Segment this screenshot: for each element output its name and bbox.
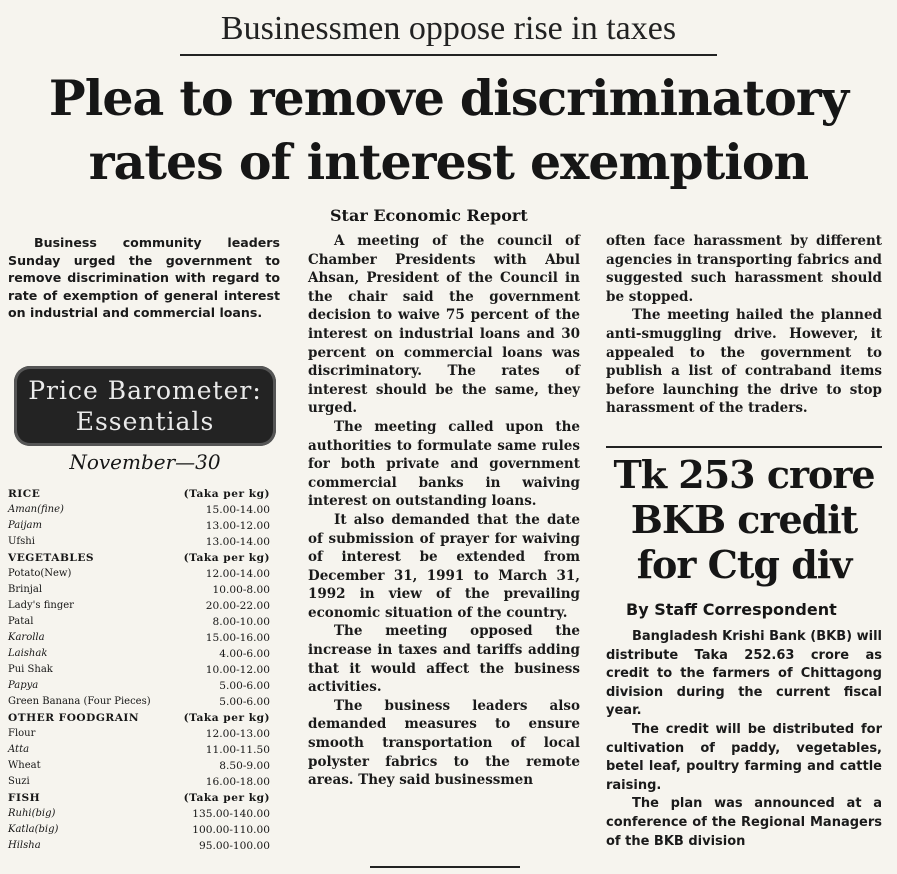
article-paragraph: It also demanded that the date of submission of prayer for waiving of interest be extended from December 31, 1991 to March 31, 1992 in view of the prevailing economic situation of the country.	[308, 511, 580, 621]
price-range: 13.00-14.00	[205, 536, 270, 548]
subheadline-line-1: Tk 253 crore	[613, 452, 875, 497]
price-range: 12.00-13.00	[205, 728, 270, 740]
price-range: 20.00-22.00	[205, 600, 270, 612]
price-item-row	[8, 630, 280, 646]
price-item-name: Papya	[8, 680, 39, 691]
price-item-name: Potato(New)	[8, 568, 72, 579]
price-category-name: OTHER FOODGRAIN	[8, 712, 140, 724]
price-range: 5.00-6.00	[219, 696, 270, 708]
kicker-rule	[180, 54, 717, 56]
price-item-row	[8, 582, 280, 598]
intro-summary	[8, 234, 280, 322]
price-range: 135.00-140.00	[192, 808, 270, 820]
mid-byline: Star Economic Report	[330, 206, 528, 225]
article-paragraph: The meeting opposed the increase in taxes and tariffs adding that it would affect the business activities.	[308, 623, 580, 696]
bkb-article-body	[606, 628, 882, 851]
article-paragraph: The meeting called upon the authorities to formulate same rules for both private and government commercial banks in waiving interest on outstanding loans.	[308, 418, 580, 510]
mid-column-rule	[370, 866, 520, 868]
price-range: 15.00-16.00	[205, 632, 270, 644]
price-item-row	[8, 742, 280, 758]
price-unit: (Taka per kg)	[183, 552, 270, 564]
price-item-row	[8, 758, 280, 774]
article-paragraph: The plan was announced at a conference of the Regional Managers of the BKB division	[606, 796, 882, 849]
price-barometer-box	[14, 366, 276, 446]
price-item-row	[8, 838, 280, 854]
price-range: 15.00-14.00	[205, 504, 270, 516]
subheadline-line-3: for Ctg div	[636, 542, 852, 587]
price-range: 8.00-10.00	[212, 616, 270, 628]
price-item-row	[8, 822, 280, 838]
price-item-name: Lady's finger	[8, 600, 74, 611]
price-category-row	[8, 710, 280, 726]
price-category-row	[8, 550, 280, 566]
right-column-rule	[606, 446, 882, 448]
price-item-name: Laishak	[8, 648, 48, 659]
price-range: 16.00-18.00	[205, 776, 270, 788]
price-category-row	[8, 790, 280, 806]
price-item-name: Hilsha	[8, 840, 41, 851]
price-range: 12.00-14.00	[205, 568, 270, 580]
price-category-name: RICE	[8, 488, 41, 500]
mid-column-body	[308, 232, 580, 790]
price-item-row	[8, 502, 280, 518]
price-item-name: Patal	[8, 616, 34, 627]
price-range: 10.00-12.00	[205, 664, 270, 676]
main-headline	[0, 66, 897, 194]
main-headline-line-1: Plea to remove discriminatory	[48, 69, 849, 127]
price-range: 13.00-12.00	[205, 520, 270, 532]
intro-text: Business community leaders Sunday urged the government to remove discrimination with regard to rate of exemption of general interest on industrial and commercial loans.	[8, 235, 280, 321]
price-item-name: Ruhi(big)	[8, 808, 56, 819]
article-paragraph: The credit will be distributed for cultivation of paddy, vegetables, betel leaf, poultry farming and cattle raising.	[606, 721, 882, 793]
price-item-row	[8, 518, 280, 534]
price-unit: (Taka per kg)	[183, 792, 270, 804]
price-unit: (Taka per kg)	[183, 488, 270, 500]
barometer-date: November—30	[69, 450, 221, 474]
right-column-body	[606, 232, 882, 418]
price-item-name: Green Banana (Four Pieces)	[8, 696, 151, 707]
article-paragraph: often face harassment by different agencies in transporting fabrics and suggested such harassment should be stopped.	[606, 233, 882, 305]
price-item-row	[8, 614, 280, 630]
main-headline-line-2: rates of interest exemption	[88, 133, 809, 191]
price-range: 95.00-100.00	[199, 840, 270, 852]
price-range: 8.50-9.00	[219, 760, 270, 772]
price-item-row	[8, 566, 280, 582]
kicker-headline: Businessmen oppose rise in taxes	[220, 10, 677, 47]
article-paragraph: The business leaders also demanded measures to ensure smooth transportation of local polyster fabrics to the remote areas. They said businessmen	[308, 697, 580, 789]
price-item-row	[8, 678, 280, 694]
price-item-row	[8, 598, 280, 614]
price-range: 5.00-6.00	[219, 680, 270, 692]
price-item-row	[8, 694, 280, 710]
price-item-name: Katla(big)	[8, 824, 59, 835]
price-item-name: Atta	[8, 744, 30, 755]
price-range: 10.00-8.00	[212, 584, 270, 596]
price-unit: (Taka per kg)	[183, 712, 270, 724]
price-item-name: Paijam	[8, 520, 42, 531]
price-item-row	[8, 662, 280, 678]
price-item-name: Flour	[8, 728, 36, 739]
price-item-row	[8, 726, 280, 742]
price-category-name: VEGETABLES	[8, 552, 95, 564]
right-byline: By Staff Correspondent	[626, 600, 837, 619]
barometer-title-line-1: Price Barometer:	[28, 376, 262, 405]
price-item-name: Suzi	[8, 776, 30, 787]
article-paragraph: The meeting hailed the planned anti-smuggling drive. However, it appealed to the government to publish a list of contraband items before launching the drive to stop harassment of the traders.	[606, 307, 882, 417]
price-range: 4.00-6.00	[219, 648, 270, 660]
price-category-row	[8, 486, 280, 502]
price-item-row	[8, 806, 280, 822]
price-item-name: Wheat	[8, 760, 41, 771]
barometer-title-line-2: Essentials	[75, 407, 215, 436]
price-range: 100.00-110.00	[192, 824, 270, 836]
price-item-name: Karolla	[8, 632, 45, 643]
price-table	[8, 486, 280, 854]
price-item-name: Brinjal	[8, 584, 43, 595]
price-item-row	[8, 534, 280, 550]
price-item-name: Aman(fine)	[8, 504, 64, 515]
price-item-row	[8, 774, 280, 790]
price-item-name: Ufshi	[8, 536, 35, 547]
article-paragraph: A meeting of the council of Chamber Presidents with Abul Ahsan, President of the Council in the chair said the government decision to waive 75 percent of the interest on industrial loans and 30 percent on commercial loans was discriminatory. The rates of interest should be the same, they urged.	[308, 233, 580, 417]
price-item-name: Pui Shak	[8, 664, 53, 675]
price-item-row	[8, 646, 280, 662]
bkb-subheadline	[606, 452, 882, 587]
subheadline-line-2: BKB credit	[630, 497, 858, 542]
article-paragraph: Bangladesh Krishi Bank (BKB) will distribute Taka 252.63 crore as credit to the farmers of Chittagong division during the current fiscal year.	[606, 629, 882, 719]
price-range: 11.00-11.50	[205, 744, 270, 756]
price-category-name: FISH	[8, 792, 41, 804]
